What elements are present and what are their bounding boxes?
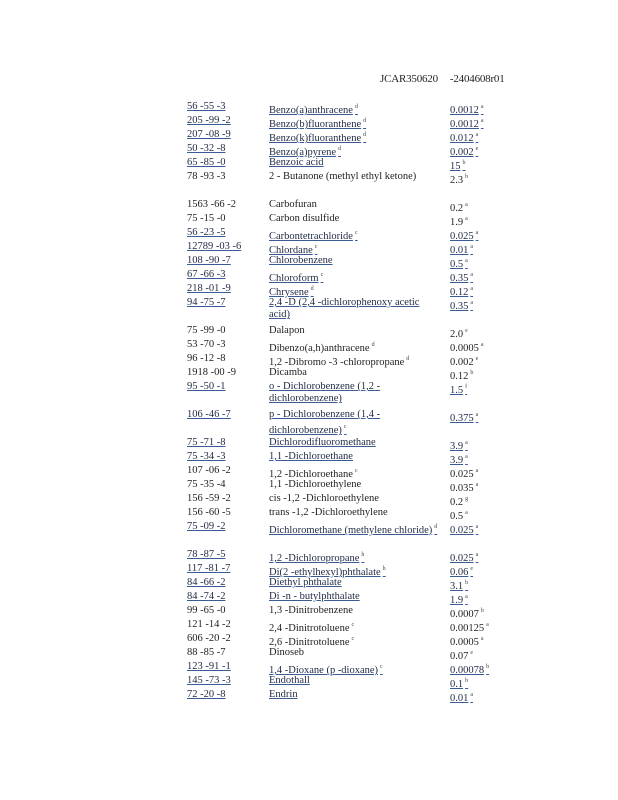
table-row bbox=[0, 269, 618, 283]
table-row bbox=[0, 283, 618, 297]
limit-value[interactable]: 0.35 $^a$ bbox=[450, 272, 474, 284]
value-footnote: a bbox=[465, 440, 468, 446]
value-footnote: a bbox=[475, 468, 479, 474]
value-footnote: a bbox=[480, 636, 484, 642]
chemical-name[interactable]: Di -n - butylphthalate bbox=[269, 591, 360, 602]
value-footnote: e bbox=[465, 328, 468, 334]
table-row bbox=[0, 647, 618, 661]
limit-value[interactable]: 0.0012 $^a$ bbox=[450, 118, 484, 130]
value-footnote: a bbox=[470, 692, 474, 698]
chemical-name: 2,4 -Dinitrotoluene $^c$ bbox=[269, 622, 355, 634]
value-footnote: a bbox=[465, 202, 468, 208]
value-footnote: a bbox=[470, 300, 474, 306]
chemical-name[interactable]: Carbontetrachloride $^c$ bbox=[269, 230, 358, 242]
chemical-name[interactable]: 2,4 -D (2,4 -dichlorophenoxy acetic acid) bbox=[269, 297, 420, 321]
cas-number: 606 -20 -2 bbox=[187, 633, 231, 644]
table-row bbox=[0, 521, 618, 549]
cas-number[interactable]: 205 -99 -2 bbox=[187, 115, 231, 126]
limit-value[interactable]: 0.12 $^a$ bbox=[450, 286, 474, 298]
limit-value: 0.07 $^e$ bbox=[450, 650, 474, 662]
chemical-name[interactable]: Chlorobenzene bbox=[269, 255, 333, 266]
chemical-name: 1,2 -Dibromo -3 -chloropropane $^d$ bbox=[269, 356, 410, 368]
name-footnote: d bbox=[310, 286, 314, 292]
cas-number[interactable]: 117 -81 -7 bbox=[187, 563, 231, 574]
limit-value: 0.12 $^b$ bbox=[450, 370, 474, 382]
chemical-name[interactable]: Di(2 -ethylhexyl)phthalate $^h$ bbox=[269, 566, 386, 578]
cas-number[interactable]: 95 -50 -1 bbox=[187, 381, 226, 392]
limit-value[interactable]: 0.025 $^a$ bbox=[450, 524, 479, 536]
chemical-name[interactable]: 1,1 -Dichloroethane bbox=[269, 451, 353, 462]
limit-value: 0.0005 $^a$ bbox=[450, 636, 484, 648]
chemical-name[interactable]: o - Dichlorobenzene (1,2 - dichlorobenzene) bbox=[269, 381, 381, 405]
cas-number[interactable]: 123 -91 -1 bbox=[187, 661, 231, 672]
table-row bbox=[0, 339, 618, 353]
chemical-name[interactable]: Diethyl phthalate bbox=[269, 577, 342, 588]
chemical-name[interactable]: 1,4 -Dioxane (p -dioxane) $^c$ bbox=[269, 664, 383, 676]
table-row bbox=[0, 605, 618, 619]
table-row bbox=[0, 157, 618, 171]
chemical-name: Dalapon bbox=[269, 325, 305, 336]
chemical-name: Dicamba bbox=[269, 367, 307, 378]
cas-number: 156 -59 -2 bbox=[187, 493, 231, 504]
chemical-name: Dibenzo(a,h)anthracene $^d$ bbox=[269, 342, 375, 354]
value-footnote: a bbox=[465, 216, 468, 222]
chemical-name[interactable]: Benzo(a)anthracene $^d$ bbox=[269, 104, 358, 116]
table-row bbox=[0, 129, 618, 143]
limit-value[interactable]: 0.0012 $^a$ bbox=[450, 104, 484, 116]
cas-number[interactable]: 56 -55 -3 bbox=[187, 101, 226, 112]
table-row bbox=[0, 619, 618, 633]
chemical-name[interactable]: Dichlorodifluoromethane bbox=[269, 437, 376, 448]
cas-number: 88 -85 -7 bbox=[187, 647, 226, 658]
name-footnote: h bbox=[361, 552, 365, 558]
value-footnote: a bbox=[486, 622, 489, 628]
document-id: JCAR350620 bbox=[380, 73, 438, 85]
table-row bbox=[0, 549, 618, 563]
cas-number[interactable]: 67 -66 -3 bbox=[187, 269, 226, 280]
name-footnote: c bbox=[354, 230, 358, 236]
table-row bbox=[0, 101, 618, 115]
name-footnote: c bbox=[351, 622, 355, 628]
table-row bbox=[0, 143, 618, 157]
value-footnote: a bbox=[480, 342, 484, 348]
table-row bbox=[0, 297, 618, 325]
table-row bbox=[0, 675, 618, 689]
table-row bbox=[0, 115, 618, 129]
value-footnote: b bbox=[480, 608, 484, 614]
limit-value: 0.002 $^e$ bbox=[450, 356, 479, 368]
chemical-name[interactable]: Benzoic acid bbox=[269, 157, 324, 168]
chemical-name: 1,2 -Dichloroethane $^c$ bbox=[269, 468, 358, 480]
table-row bbox=[0, 199, 618, 213]
table-row bbox=[0, 465, 618, 479]
limit-value[interactable]: 0.025 $^a$ bbox=[450, 230, 479, 242]
value-footnote: b bbox=[465, 678, 469, 684]
value-footnote: b bbox=[465, 174, 469, 180]
name-footnote: c bbox=[314, 244, 318, 250]
limit-value[interactable]: 3.1 $^b$ bbox=[450, 580, 469, 592]
cas-number: 1563 -66 -2 bbox=[187, 199, 236, 210]
name-footnote: d bbox=[338, 146, 342, 152]
value-footnote: a bbox=[465, 594, 468, 600]
chemical-name: Dinoseb bbox=[269, 647, 304, 658]
value-footnote: a bbox=[475, 412, 479, 418]
table-row bbox=[0, 325, 618, 339]
cas-number[interactable]: 50 -32 -8 bbox=[187, 143, 226, 154]
limit-value: 1.9 $^a$ bbox=[450, 216, 468, 228]
chemical-name: trans -1,2 -Dichloroethylene bbox=[269, 507, 388, 518]
value-footnote: a bbox=[470, 244, 474, 250]
cas-number[interactable]: 56 -23 -5 bbox=[187, 227, 226, 238]
table-row bbox=[0, 353, 618, 367]
limit-value: 0.5 $^a$ bbox=[450, 510, 468, 522]
name-footnote: d bbox=[363, 118, 367, 124]
limit-value[interactable]: 0.375 $^a$ bbox=[450, 412, 479, 424]
name-footnote: c bbox=[354, 468, 358, 474]
limit-value: 0.00125 $^a$ bbox=[450, 622, 489, 634]
contaminant-table bbox=[0, 101, 618, 703]
limit-value[interactable]: 0.01 $^a$ bbox=[450, 244, 474, 256]
table-row bbox=[0, 577, 618, 591]
table-row bbox=[0, 241, 618, 255]
cas-number: 96 -12 -8 bbox=[187, 353, 226, 364]
page-header bbox=[380, 73, 505, 85]
value-footnote: a bbox=[470, 272, 474, 278]
cas-number[interactable]: 75 -09 -2 bbox=[187, 521, 226, 532]
name-footnote: d bbox=[406, 356, 410, 362]
name-footnote: c bbox=[343, 424, 347, 431]
chemical-name[interactable]: Endrin bbox=[269, 689, 298, 700]
table-row bbox=[0, 381, 618, 409]
document-revision: -2404608r01 bbox=[449, 73, 505, 85]
limit-value: 2.0 $^e$ bbox=[450, 328, 468, 340]
table-row bbox=[0, 633, 618, 647]
value-footnote: b bbox=[465, 580, 469, 586]
cas-number[interactable]: 108 -90 -7 bbox=[187, 255, 231, 266]
cas-number: 1918 -00 -9 bbox=[187, 367, 236, 378]
limit-value[interactable]: 0.01 $^a$ bbox=[450, 692, 474, 704]
value-footnote: e bbox=[475, 146, 479, 152]
value-footnote: a bbox=[465, 510, 468, 516]
limit-value: 0.0007 $^b$ bbox=[450, 608, 484, 620]
cas-number: 99 -65 -0 bbox=[187, 605, 226, 616]
cas-number: 75 -35 -4 bbox=[187, 479, 226, 490]
value-footnote: e bbox=[475, 356, 479, 362]
chemical-name[interactable]: Chrysene $^d$ bbox=[269, 286, 314, 298]
value-footnote: a bbox=[465, 454, 468, 460]
value-footnote: a bbox=[480, 104, 484, 110]
limit-value[interactable]: 3.9 $^a$ bbox=[450, 440, 468, 452]
chemical-name[interactable]: Chloroform $^c$ bbox=[269, 272, 324, 284]
cas-number: 53 -70 -3 bbox=[187, 339, 226, 350]
name-footnote: d bbox=[354, 104, 358, 110]
name-footnote: h bbox=[382, 566, 386, 572]
cas-number: 75 -99 -0 bbox=[187, 325, 226, 336]
chemical-name[interactable]: Benzo(b)fluoranthene $^d$ bbox=[269, 118, 367, 130]
cas-number[interactable]: 207 -08 -9 bbox=[187, 129, 231, 140]
table-row bbox=[0, 661, 618, 675]
value-footnote: a bbox=[475, 524, 479, 530]
table-row bbox=[0, 591, 618, 605]
limit-value[interactable]: 0.06 $^e$ bbox=[450, 566, 474, 578]
chemical-name[interactable]: Chlordane $^c$ bbox=[269, 244, 318, 256]
value-footnote: a bbox=[475, 230, 479, 236]
limit-value[interactable]: 0.025 $^a$ bbox=[450, 552, 479, 564]
table-row bbox=[0, 227, 618, 241]
chemical-name[interactable]: 1,2 -Dichloropropane $^h$ bbox=[269, 552, 365, 564]
cas-number[interactable]: 145 -73 -3 bbox=[187, 675, 231, 686]
table-row bbox=[0, 367, 618, 381]
limit-value[interactable]: 0.5 $^a$ bbox=[450, 258, 468, 270]
value-footnote: a bbox=[475, 482, 479, 488]
value-footnote: b bbox=[470, 370, 474, 376]
cas-number[interactable]: 12789 -03 -6 bbox=[187, 241, 242, 252]
cas-number: 78 -93 -3 bbox=[187, 171, 226, 182]
table-row bbox=[0, 479, 618, 493]
value-footnote: a bbox=[475, 132, 479, 138]
value-footnote: b bbox=[486, 664, 490, 670]
limit-value: 0.035 $^a$ bbox=[450, 482, 479, 494]
limit-value: 0.2 $^g$ bbox=[450, 496, 469, 508]
limit-value[interactable]: 0.35 $^a$ bbox=[450, 300, 474, 312]
chemical-name: 1,3 -Dinitrobenzene bbox=[269, 605, 353, 616]
cas-number: 107 -06 -2 bbox=[187, 465, 231, 476]
cas-number[interactable]: 218 -01 -9 bbox=[187, 283, 231, 294]
chemical-name[interactable]: Benzo(a)pyrene $^d$ bbox=[269, 146, 342, 158]
limit-value[interactable]: 0.00078 $^b$ bbox=[450, 664, 490, 676]
cas-number[interactable]: 75 -34 -3 bbox=[187, 451, 226, 462]
cas-number[interactable]: 84 -74 -2 bbox=[187, 591, 226, 602]
limit-value[interactable]: 1.9 $^a$ bbox=[450, 594, 468, 606]
cas-number[interactable]: 78 -87 -5 bbox=[187, 549, 226, 560]
cas-number[interactable]: 65 -85 -0 bbox=[187, 157, 226, 168]
chemical-name[interactable]: Dichloromethane (methylene chloride) $^d$ bbox=[269, 524, 438, 536]
cas-number: 121 -14 -2 bbox=[187, 619, 231, 630]
table-row bbox=[0, 255, 618, 269]
limit-value[interactable]: 0.002 $^e$ bbox=[450, 146, 479, 158]
name-footnote: d bbox=[434, 524, 438, 530]
table-row bbox=[0, 451, 618, 465]
table-row bbox=[0, 437, 618, 451]
chemical-name[interactable]: Benzo(k)fluoranthene $^d$ bbox=[269, 132, 367, 144]
cas-number[interactable]: 106 -46 -7 bbox=[187, 409, 231, 420]
cas-number: 156 -60 -5 bbox=[187, 507, 231, 518]
table-row bbox=[0, 689, 618, 703]
chemical-name[interactable]: Endothall bbox=[269, 675, 310, 686]
table-row bbox=[0, 409, 618, 437]
limit-value[interactable]: 3.9 $^a$ bbox=[450, 454, 468, 466]
chemical-name: Carbofuran bbox=[269, 199, 317, 210]
value-footnote: e bbox=[470, 566, 474, 572]
name-footnote: c bbox=[380, 664, 383, 670]
chemical-name: cis -1,2 -Dichloroethylene bbox=[269, 493, 379, 504]
name-footnote: c bbox=[320, 272, 324, 278]
limit-value[interactable]: 0.1 $^b$ bbox=[450, 678, 469, 690]
limit-value[interactable]: 0.012 $^a$ bbox=[450, 132, 479, 144]
cas-number[interactable]: 72 -20 -8 bbox=[187, 689, 226, 700]
name-footnote: c bbox=[351, 636, 355, 642]
table-row bbox=[0, 171, 618, 199]
name-footnote: d bbox=[363, 132, 367, 138]
limit-value: 2.3 $^b$ bbox=[450, 174, 469, 186]
value-footnote: b bbox=[462, 160, 466, 166]
cas-number[interactable]: 75 -71 -8 bbox=[187, 437, 226, 448]
chemical-name: 2 - Butanone (methyl ethyl ketone) bbox=[269, 171, 417, 182]
limit-value[interactable]: 1.5 $^f$ bbox=[450, 384, 468, 396]
limit-value: 0.0005 $^a$ bbox=[450, 342, 484, 354]
limit-value[interactable]: 15 $^b$ bbox=[450, 160, 466, 172]
table-row bbox=[0, 213, 618, 227]
table-row bbox=[0, 507, 618, 521]
chemical-name: Carbon disulfide bbox=[269, 213, 340, 224]
name-footnote: d bbox=[371, 342, 375, 348]
value-footnote: a bbox=[470, 286, 474, 292]
value-footnote: g bbox=[465, 496, 469, 502]
chemical-name: 1,1 -Dichloroethylene bbox=[269, 479, 362, 490]
value-footnote: e bbox=[470, 650, 474, 656]
table-row bbox=[0, 493, 618, 507]
value-footnote: f bbox=[465, 384, 468, 390]
table-row bbox=[0, 563, 618, 577]
value-footnote: a bbox=[465, 258, 468, 264]
cas-number[interactable]: 84 -66 -2 bbox=[187, 577, 226, 588]
chemical-name[interactable]: p - Dichlorobenzene (1,4 - dichlorobenzene) $^c$ bbox=[269, 409, 381, 437]
cas-number[interactable]: 94 -75 -7 bbox=[187, 297, 226, 308]
cas-number: 75 -15 -0 bbox=[187, 213, 226, 224]
limit-value: 0.025 $^a$ bbox=[450, 468, 479, 480]
value-footnote: a bbox=[475, 552, 479, 558]
value-footnote: a bbox=[480, 118, 484, 124]
chemical-name: 2,6 -Dinitrotoluene $^c$ bbox=[269, 636, 355, 648]
limit-value: 0.2 $^a$ bbox=[450, 202, 468, 214]
